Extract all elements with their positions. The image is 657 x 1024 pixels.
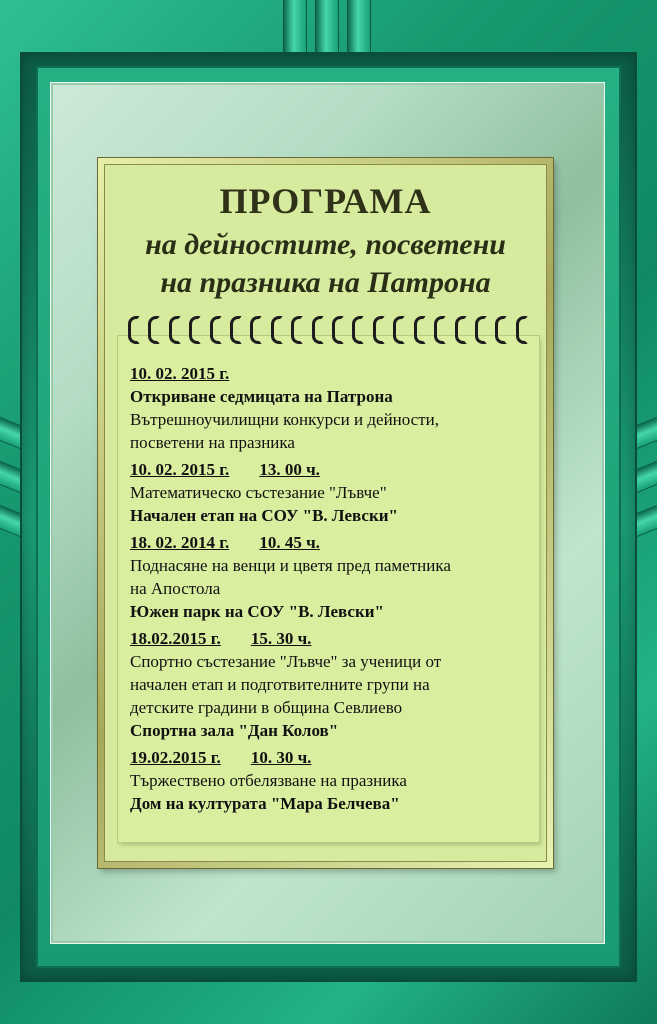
spiral-ring-icon [189,316,201,344]
spiral-ring-icon [230,316,242,344]
spiral-ring-icon [455,316,467,344]
spiral-ring-icon [414,316,426,344]
spiral-ring-icon [291,316,303,344]
spiral-ring-icon [495,316,507,344]
event-date: 10. 02. 2015 г. [130,364,230,383]
spiral-ring-icon [373,316,385,344]
spiral-ring-icon [352,316,364,344]
event-description: начален етап и подготвителните групи на [130,675,430,694]
event-description: детските градини в община Севлиево [130,698,403,717]
event-time: 15. 30 ч. [250,629,312,648]
event-item [130,627,535,742]
spiral-ring-icon [250,316,262,344]
spiral-ring-icon [516,316,528,344]
event-description: Поднасяне на венци и цветя пред паметника [130,556,451,575]
event-title: Откриване седмицата на Патрона [130,387,393,406]
event-description: Спортно състезание "Лъвче" за ученици от [130,652,442,671]
event-description: на Апостола [130,579,221,598]
program-list [130,362,535,819]
event-description: Вътрешноучилищни конкурси и дейности, [130,410,440,429]
spiral-ring-icon [210,316,222,344]
event-description: посветени на празника [130,433,295,452]
event-date: 10. 02. 2015 г. [130,460,230,479]
spiral-ring-icon [169,316,181,344]
event-item [130,746,535,815]
event-location: Южен парк на СОУ "В. Левски" [130,602,384,621]
event-date: 18. 02. 2014 г. [130,533,230,552]
event-item [130,362,535,454]
spiral-ring-icon [393,316,405,344]
spiral-ring-icon [312,316,324,344]
spiral-ring-icon [332,316,344,344]
spiral-binding [128,316,528,346]
event-date: 18.02.2015 г. [130,629,221,648]
event-location: Спортна зала "Дан Колов" [130,721,339,740]
event-item [130,531,535,623]
event-time: 10. 45 ч. [259,533,320,552]
event-time: 10. 30 ч. [250,748,312,767]
event-time: 13. 00 ч. [259,460,320,479]
page-title: ПРОГРАМА [219,181,432,221]
event-date: 19.02.2015 г. [130,748,221,767]
event-item [130,458,535,527]
spiral-ring-icon [271,316,283,344]
spiral-ring-icon [148,316,160,344]
spiral-ring-icon [434,316,446,344]
spiral-ring-icon [128,316,140,344]
event-location: Дом на културата "Мара Белчева" [130,794,400,813]
event-description: Математическо състезание "Лъвче" [130,483,387,502]
subtitle-line-2: на празника на Патрона [160,266,491,299]
event-location: Начален етап на СОУ "В. Левски" [130,506,398,525]
event-description: Тържествено отбелязване на празника [130,771,407,790]
subtitle-line-1: на дейностите, посветени [145,228,506,261]
spiral-ring-icon [475,316,487,344]
